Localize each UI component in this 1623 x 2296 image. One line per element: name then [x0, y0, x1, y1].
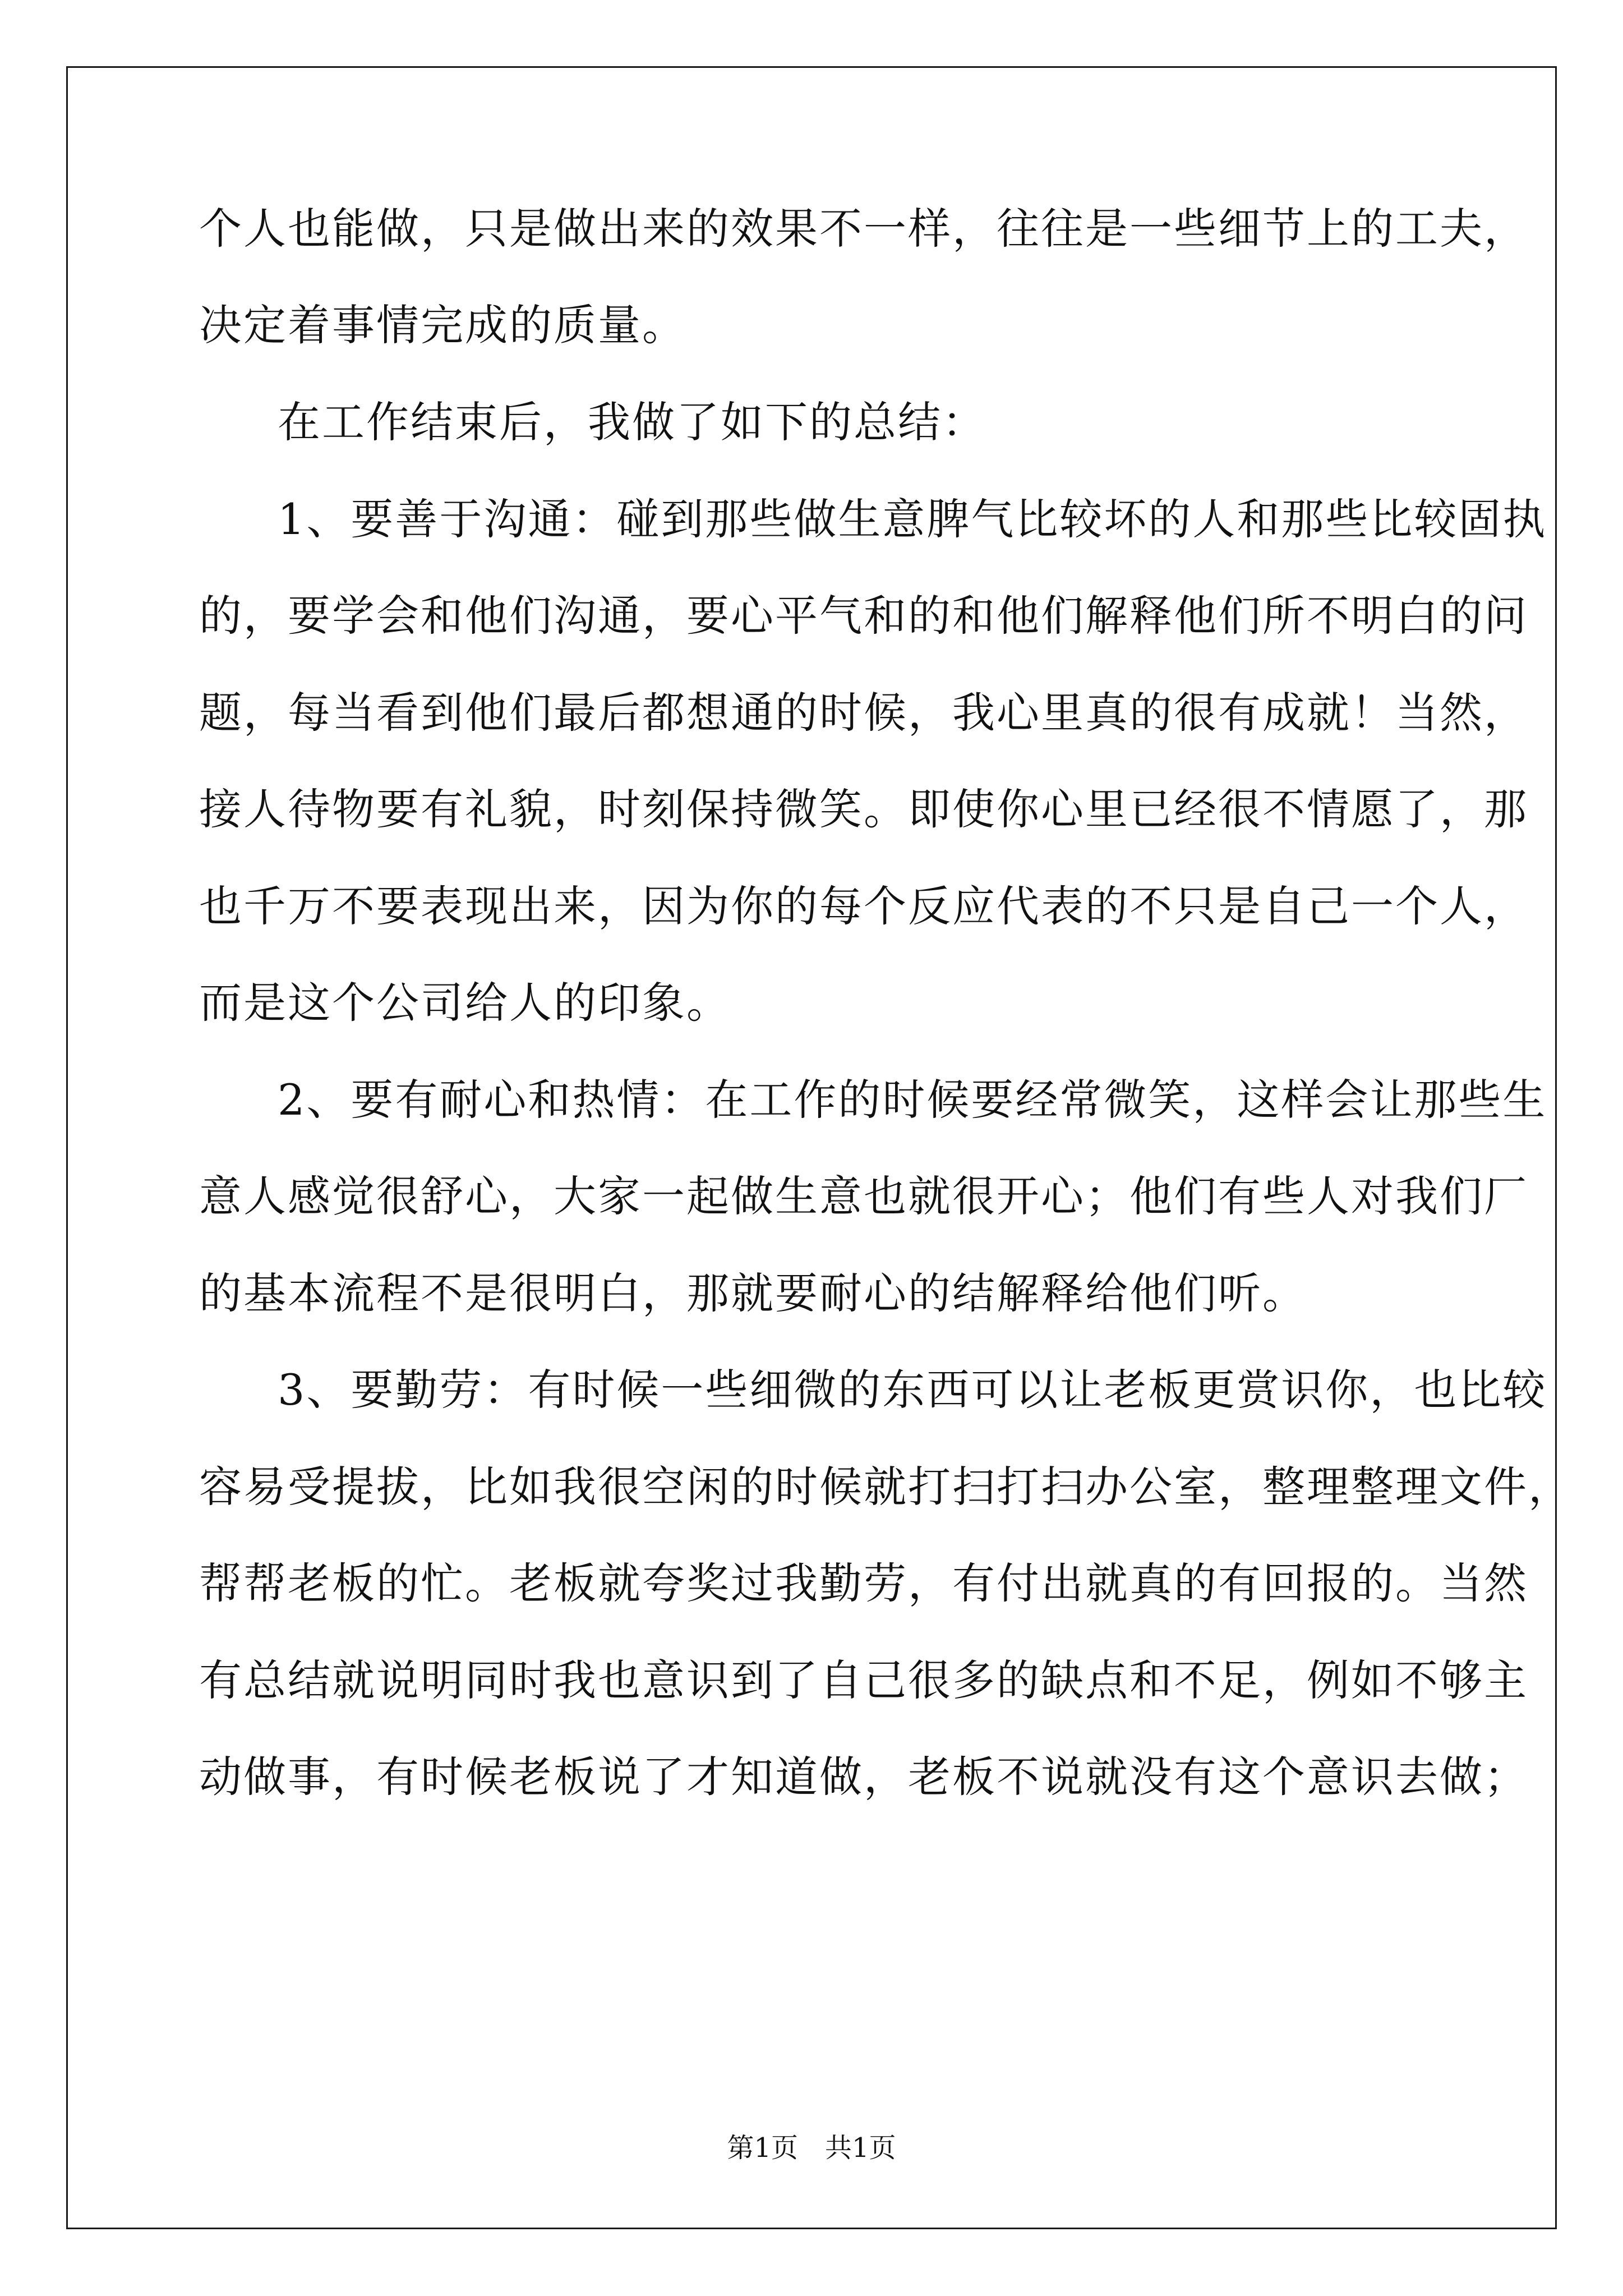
paragraph-line: 3、要勤劳：有时候一些细微的东西可以让老板更赏识你，也比较 — [278, 1365, 1547, 1415]
text-line: 帮帮老板的忙。老板就夸奖过我勤劳，有付出就真的有回报的。当然 — [199, 1558, 1528, 1608]
paragraph-line: 2、要有耐心和热情：在工作的时候要经常微笑，这样会让那些生 — [278, 1075, 1547, 1125]
page-border — [66, 66, 1557, 2229]
text-line: 容易受提拔，比如我很空闲的时候就打扫打扫办公室，整理整理文件， — [199, 1462, 1573, 1512]
text-line: 而是这个公司给人的印象。 — [199, 978, 731, 1028]
text-line: 个人也能做，只是做出来的效果不一样，往往是一些细节上的工夫， — [199, 204, 1528, 254]
text-line: 接人待物要有礼貌，时刻保持微笑。即使你心里已经很不情愿了，那 — [199, 784, 1528, 834]
text-line: 有总结就说明同时我也意识到了自己很多的缺点和不足，例如不够主 — [199, 1655, 1528, 1705]
text-line: 题，每当看到他们最后都想通的时候，我心里真的很有成就！当然， — [199, 688, 1528, 738]
text-line: 也千万不要表现出来，因为你的每个反应代表的不只是自己一个人， — [199, 881, 1528, 931]
paragraph-line: 在工作结束后，我做了如下的总结： — [278, 397, 986, 447]
text-line: 决定着事情完成的质量。 — [199, 300, 686, 350]
text-line: 的基本流程不是很明白，那就要耐心的结解释给他们听。 — [199, 1268, 1307, 1318]
page-footer: 第1页 共1页 — [727, 2132, 896, 2164]
paragraph-line: 1、要善于沟通：碰到那些做生意脾气比较坏的人和那些比较固执 — [278, 494, 1547, 544]
text-line: 的，要学会和他们沟通，要心平气和的和他们解释他们所不明白的问 — [199, 591, 1528, 641]
text-line: 意人感觉很舒心，大家一起做生意也就很开心；他们有些人对我们厂 — [199, 1171, 1528, 1221]
text-line: 动做事，有时候老板说了才知道做，老板不说就没有这个意识去做； — [199, 1752, 1528, 1802]
